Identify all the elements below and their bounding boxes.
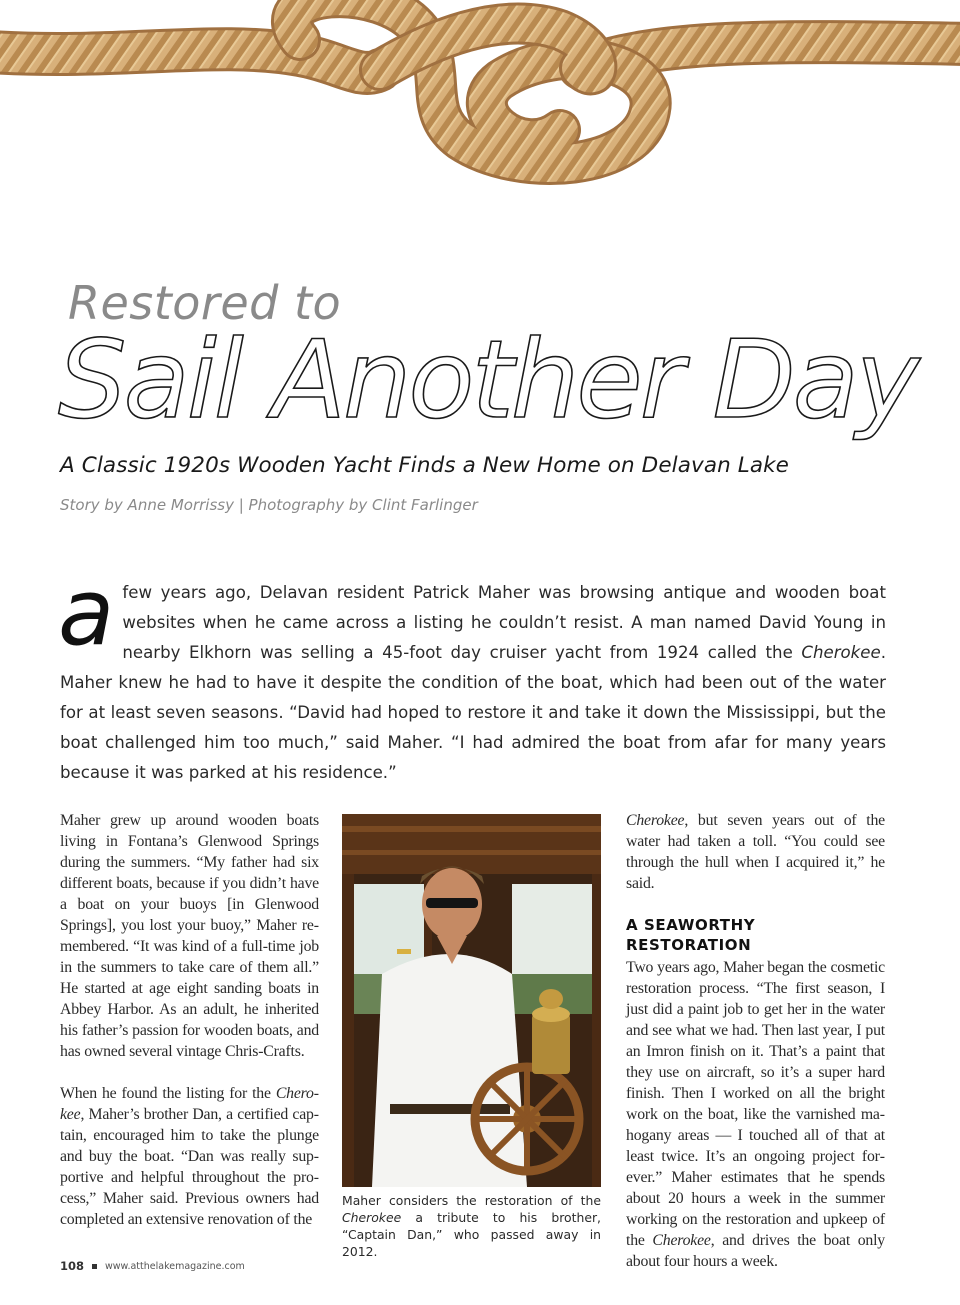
boat-name: Cherokee	[60, 1085, 319, 1123]
left-column	[60, 810, 319, 1251]
footer-url: www.atthelakemagazine.com	[105, 1260, 245, 1272]
intro-boat-name: Cherokee	[801, 643, 881, 662]
intro-text-1: few years ago, Delavan resident Patrick Maher was browsing antique and wooden boat websites when he came across a listing he couldn’t resist. A man named David Young in nearby Elkhorn was selling a 45-foot day cruiser yacht from 1924 called the	[122, 583, 886, 662]
headline: Sail Another Day	[58, 318, 917, 443]
right-column	[626, 810, 885, 1293]
body-paragraph: Maher grew up around wooden boats living in Fontana’s Glenwood Springs during the summers. “My father had six different boats, because if you didn’t have a boat on your buoys [in Glenwood Springs], you lost your buoy,” Maher remembered. “It was kind of a full-time job in the summers to take care of them all.” He started at age eight sanding boats in Abbey Harbor. As an adult, he inherited his father’s passion for wooden boats, and has owned several vintage Chris-Crafts.	[60, 812, 319, 1060]
byline-credits: Story by Anne Morrissy | Photography by Clint Farlinger	[60, 496, 478, 514]
section-subhead: A SEAWORTHY RESTORATION	[626, 916, 756, 954]
intro-text-2: . Maher knew he had to have it despite the condition of the boat, which had been out of the water for at least seven seasons. “David had hoped to restore it and take it down the Mississippi, but the boat challenged him too much,” said Maher. “I had admired the boat from afar for many years because it was parked at his residence.”	[60, 643, 886, 782]
captain-at-helm-photo	[342, 814, 601, 1187]
body-text: When he found the listing for the	[60, 1085, 276, 1102]
rope-knot-image	[0, 0, 960, 200]
body-paragraph	[626, 810, 885, 894]
square-bullet-icon	[92, 1264, 97, 1269]
caption-boat-name: Cherokee	[342, 1210, 402, 1225]
caption-text: Maher considers the restoration of the	[342, 1193, 601, 1208]
drop-cap: a	[58, 559, 115, 666]
body-text: Two years ago, Maher began the cosmetic restoration process. “The first season, I just did a paint job to get her in the water and see what we had. Then last year, I put an Imron finish on it. That’s a paint that they use on aircraft, so it’s a super hard finish. Then I worked on all the bright work on the boat, like the varnished mahogany areas — I touched all of that at least twice. It’s an ongoing project forever.” Maher estimates that he spends about 20 hours a week in the summer working on the restoration and upkeep of the	[626, 959, 885, 1249]
caption-text: a tribute to his brother, “Captain Dan,” who passed away in 2012.	[342, 1210, 601, 1259]
body-text: , Maher’s brother Dan, a certified captain, encouraged him to take the plunge and buy the boat. “Dan was really supportive and helpful throughout the process,” Maher said. Previous owners had completed an extensive renovation of the	[60, 1106, 319, 1228]
boat-name: Cherokee	[652, 1232, 711, 1249]
body-text: , but seven years out of the water had taken a toll. “You could see through the hull when I acquired it,” he said.	[626, 812, 885, 892]
headline-kicker: Restored to	[68, 276, 342, 330]
deck-subtitle: A Classic 1920s Wooden Yacht Finds a New Home on Delavan Lake	[60, 453, 789, 478]
boat-name: Cherokee	[626, 812, 685, 829]
intro-paragraph	[58, 559, 886, 788]
body-paragraph	[626, 957, 885, 1272]
body-text: , and drives the boat only about four hours a week.	[626, 1232, 885, 1270]
body-paragraph	[60, 1083, 319, 1230]
page-number: 108	[60, 1259, 85, 1273]
photo-caption	[342, 1192, 601, 1260]
page-footer	[60, 1258, 245, 1274]
